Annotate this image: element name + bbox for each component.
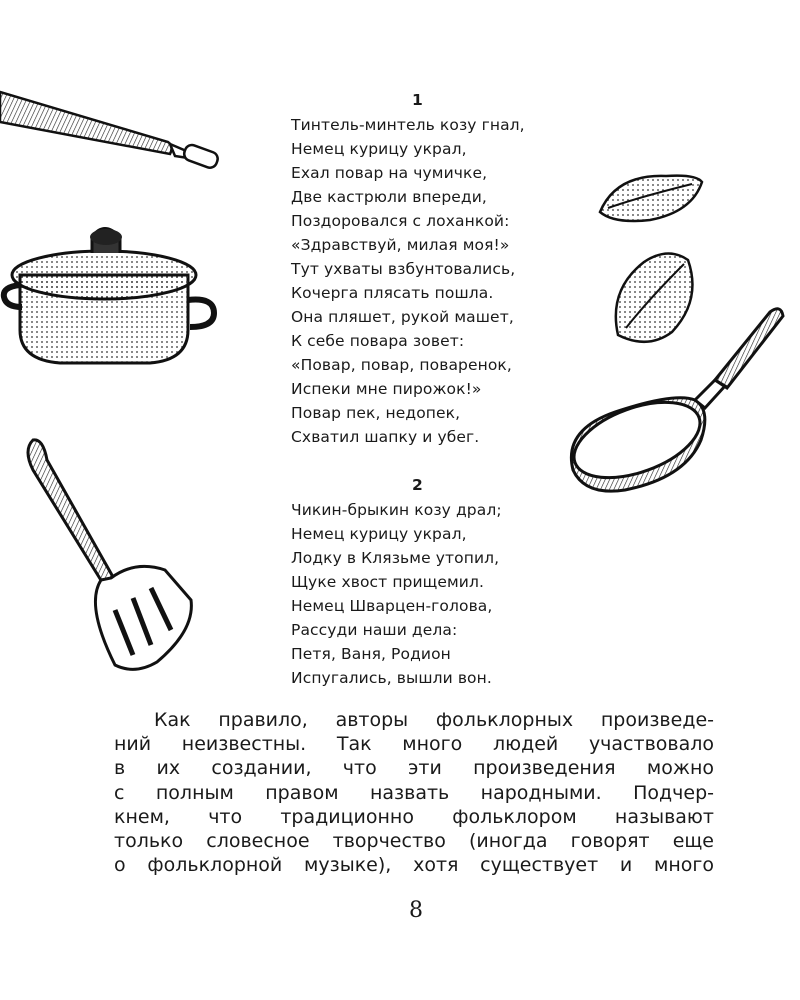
poem-line: Две кастрюли впереди, bbox=[291, 188, 487, 206]
poem-line: Немец курицу украл, bbox=[291, 140, 467, 158]
poem-number: 2 bbox=[412, 476, 423, 494]
page-number: 8 bbox=[409, 898, 423, 923]
paragraph-line: ний неизвестны. Так много людей участвовало bbox=[114, 733, 714, 756]
poem-line: «Повар, повар, поваренок, bbox=[291, 356, 512, 374]
poem-line: Немец курицу украл, bbox=[291, 525, 467, 543]
paragraph-line: о фольклорной музыке), хотя существует и много bbox=[114, 854, 714, 877]
paragraph-line: с полным правом назвать народными. Подчер- bbox=[114, 781, 714, 804]
poem-line: Схватил шапку и убег. bbox=[291, 428, 480, 446]
poem-line: Рассуди наши дела: bbox=[291, 621, 458, 639]
poem-line: Лодку в Клязьме утопил, bbox=[291, 549, 500, 567]
poem-line: Немец Шварцен-голова, bbox=[291, 597, 493, 615]
poem-line: «Здравствуй, милая моя!» bbox=[291, 236, 510, 254]
rolling-pin-icon bbox=[0, 80, 225, 180]
body-paragraph bbox=[114, 708, 714, 877]
poem-line: К себе повара зовет: bbox=[291, 332, 465, 350]
pot-icon bbox=[0, 215, 220, 375]
paragraph-line: в их создании, что эти произведения можно bbox=[114, 757, 714, 780]
pie-icon bbox=[596, 168, 706, 233]
poem-line: Повар пек, недопек, bbox=[291, 404, 461, 422]
poem-line: Испугались, вышли вон. bbox=[291, 669, 492, 687]
poem-line: Испеки мне пирожок!» bbox=[291, 380, 482, 398]
poem-line: Тинтель-минтель козу гнал, bbox=[291, 116, 525, 134]
poem-line: Щуке хвост прищемил. bbox=[291, 573, 485, 591]
poem-line: Ехал повар на чумичке, bbox=[291, 164, 488, 182]
paragraph-line: Как правило, авторы фольклорных произведе- bbox=[154, 709, 714, 731]
poem-number: 1 bbox=[412, 91, 423, 109]
poem-line: Кочерга плясать пошла. bbox=[291, 284, 494, 302]
poem-line: Петя, Ваня, Родион bbox=[291, 645, 451, 663]
spatula-icon bbox=[15, 430, 205, 675]
paragraph-line: кнем, что традиционно фольклором называют bbox=[114, 805, 714, 828]
poem-line: Поздоровался с лоханкой: bbox=[291, 212, 510, 230]
poem-line: Она пляшет, рукой машет, bbox=[291, 308, 514, 326]
poem-block bbox=[291, 88, 591, 690]
frying-pan-icon bbox=[565, 300, 790, 500]
poem-line: Тут ухваты взбунтовались, bbox=[291, 260, 516, 278]
poem-line: Чикин-брыкин козу драл; bbox=[291, 501, 502, 519]
paragraph-line: только словесное творчество (иногда говорят еще bbox=[114, 830, 714, 853]
